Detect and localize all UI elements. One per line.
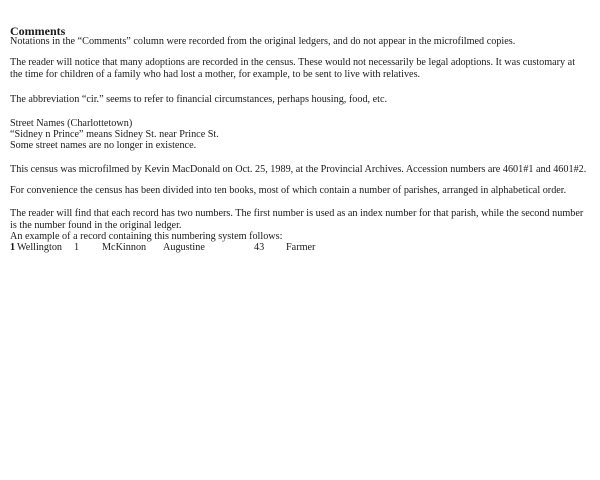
street-names-heading: Street Names (Charlottetown) (10, 118, 133, 129)
example-intro-line: An example of a record containing this numbering system follows: (10, 231, 283, 242)
example-given-name: Augustine (163, 242, 205, 253)
numbering-paragraph: The reader will find that each record has two numbers. The first number is used as an index number for that parish, while the second number is the number found in the original ledger. (10, 208, 584, 231)
example-age: 43 (254, 242, 265, 253)
example-ledger-number: 1 (74, 242, 80, 253)
street-example-line: “Sidney n Prince” means Sidney St. near Prince St. (10, 129, 219, 140)
adoptions-paragraph: The reader will notice that many adoptions are recorded in the census. These would not necessarily be legal adoptions. It was customary at the time for children of a family who had lost a mother, for example, to be sent to live with relatives. (10, 57, 576, 80)
comments-note-paragraph: Notations in the “Comments” column were recorded from the original ledgers, and do not appear in the microfilmed copies. (10, 36, 516, 47)
microfilm-paragraph: This census was microfilmed by Kevin MacDonald on Oct. 25, 1989, at the Provincial Archives. Accession numbers are 4601#1 and 4601#2. (10, 164, 587, 175)
comments-heading: Comments (10, 24, 66, 38)
convenience-paragraph: For convenience the census has been divided into ten books, most of which contain a number of parishes, arranged in alphabetical order. (10, 185, 567, 196)
abbreviation-paragraph: The abbreviation “cir.” seems to refer to financial circumstances, perhaps housing, food, etc. (10, 94, 388, 105)
example-index-number: 1 (10, 242, 16, 253)
example-parish: Wellington (17, 242, 63, 253)
example-record-row (10, 242, 340, 254)
example-surname: McKinnon (102, 242, 147, 253)
example-occupation: Farmer (286, 242, 316, 253)
street-existence-line: Some street names are no longer in existence. (10, 140, 197, 151)
